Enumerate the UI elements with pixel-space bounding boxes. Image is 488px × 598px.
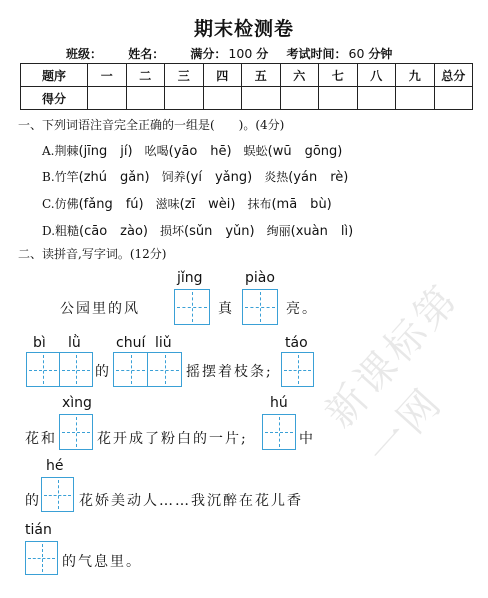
option-pinyin: (yí yǎng): [185, 170, 253, 185]
option-word: 抹布: [247, 197, 272, 211]
answer-box[interactable]: [281, 352, 314, 387]
option-word: 仿佛: [54, 197, 79, 211]
answer-box[interactable]: [174, 289, 210, 325]
sentence-text: 花开成了粉白的一片;: [97, 431, 248, 447]
answer-box[interactable]: [147, 352, 182, 387]
pinyin-label: tián: [25, 522, 52, 538]
answer-box[interactable]: [59, 352, 93, 387]
score-label: 满分：: [190, 47, 227, 61]
score-row-label: 得分: [21, 87, 88, 110]
pinyin-label: xìng: [62, 395, 92, 411]
score-cell-header: 二: [126, 64, 165, 87]
score-cell-header: 一: [88, 64, 127, 87]
option-letter: C.: [42, 197, 55, 211]
score-cell-blank[interactable]: [434, 87, 473, 110]
score-cell-header: 总分: [434, 64, 473, 87]
sentence-text: 中: [299, 431, 315, 447]
pinyin-label: hú: [270, 395, 288, 411]
sentence-text: 花和: [25, 431, 57, 447]
option-pinyin: (jīng jí): [78, 144, 133, 159]
score-table-header-row: [21, 64, 473, 87]
option-word: 饲养: [161, 170, 186, 184]
score-cell-header: 七: [319, 64, 358, 87]
sentence-text: 亮。: [286, 301, 318, 317]
option-pinyin: (zī wèi): [179, 197, 236, 212]
pinyin-label: hé: [46, 458, 64, 474]
answer-box[interactable]: [26, 352, 60, 387]
score-cell-header: 五: [242, 64, 281, 87]
answer-box[interactable]: [242, 289, 278, 325]
option-word: 荆棘: [54, 144, 79, 158]
option-word: 吆喝: [144, 144, 169, 158]
option-word: 蜈蚣: [243, 144, 268, 158]
sentence-text: 的: [95, 364, 111, 380]
answer-box[interactable]: [25, 541, 58, 575]
score-cell-blank[interactable]: [165, 87, 204, 110]
answer-box[interactable]: [113, 352, 148, 387]
sentence-text: 的: [25, 493, 41, 509]
q2-heading: 二、读拼音,写字词。(12分): [18, 247, 167, 261]
pinyin-label: liǔ: [155, 335, 172, 351]
option-pinyin: (wū gōng): [267, 144, 343, 159]
score-cell-header: 三: [165, 64, 204, 87]
q1-option-c[interactable]: [42, 193, 332, 212]
option-letter: A.: [42, 144, 55, 158]
q1-option-a[interactable]: [42, 140, 342, 159]
score-cell-header: 九: [396, 64, 435, 87]
option-pinyin: (zhú gǎn): [78, 170, 150, 185]
answer-box[interactable]: [59, 414, 93, 450]
pinyin-label: lǜ: [68, 335, 81, 351]
option-pinyin: (xuàn lì): [290, 224, 354, 239]
option-pinyin: (sǔn yǔn): [184, 224, 255, 239]
score-cell-header: 题序: [21, 64, 88, 87]
time-value: 60: [348, 46, 365, 61]
option-pinyin: (yán rè): [288, 170, 349, 185]
exam-info: [66, 45, 406, 62]
pinyin-label: piào: [245, 270, 275, 286]
q1-heading: 一、下列词语注音完全正确的一组是( )。(4分): [18, 118, 285, 132]
option-pinyin: (mā bù): [271, 197, 332, 212]
page-title: 期末检测卷: [193, 18, 294, 40]
option-word: 竹竿: [54, 170, 79, 184]
q1-option-b[interactable]: [42, 166, 348, 185]
option-word: 损坏: [160, 224, 185, 238]
score-table: [20, 63, 473, 110]
watermark: 新课标第一网: [316, 275, 469, 475]
score-table-score-row: [21, 87, 473, 110]
score-cell-header: 四: [203, 64, 242, 87]
option-pinyin: (yāo hē): [168, 144, 232, 159]
name-label: 姓名：: [128, 47, 165, 61]
score-unit: 分: [256, 47, 269, 61]
option-word: 绚丽: [266, 224, 291, 238]
sentence-text: 真: [218, 301, 234, 317]
pinyin-label: chuí: [116, 335, 146, 351]
pinyin-label: táo: [285, 335, 308, 351]
time-label: 考试时间：: [286, 47, 347, 61]
answer-box[interactable]: [262, 414, 296, 450]
sentence-text: 花娇美动人……我沉醉在花儿香: [79, 493, 303, 509]
score-cell-blank[interactable]: [396, 87, 435, 110]
option-word: 滋味: [155, 197, 180, 211]
sentence-text: 公园里的风: [60, 301, 140, 317]
option-letter: D.: [42, 224, 56, 238]
score-cell-blank[interactable]: [242, 87, 281, 110]
option-pinyin: (cāo zào): [79, 224, 148, 239]
score-value: 100: [228, 46, 253, 61]
time-unit: 分钟: [368, 47, 393, 61]
class-label: 班级：: [66, 47, 103, 61]
option-letter: B.: [42, 170, 55, 184]
option-pinyin: (fǎng fú): [78, 197, 144, 212]
q1-option-d[interactable]: [42, 220, 353, 239]
score-cell-header: 八: [357, 64, 396, 87]
score-cell-blank[interactable]: [357, 87, 396, 110]
option-word: 粗糙: [55, 224, 80, 238]
answer-box[interactable]: [41, 477, 74, 512]
option-word: 炎热: [264, 170, 289, 184]
pinyin-label: jǐng: [177, 270, 203, 286]
score-cell-blank[interactable]: [319, 87, 358, 110]
sentence-text: 摇摆着枝条;: [186, 364, 273, 380]
score-cell-blank[interactable]: [88, 87, 127, 110]
pinyin-label: bì: [33, 335, 46, 351]
score-cell-header: 六: [280, 64, 319, 87]
sentence-text: 的气息里。: [62, 554, 142, 570]
score-cell-blank[interactable]: [203, 87, 242, 110]
score-cell-blank[interactable]: [280, 87, 319, 110]
score-cell-blank[interactable]: [126, 87, 165, 110]
